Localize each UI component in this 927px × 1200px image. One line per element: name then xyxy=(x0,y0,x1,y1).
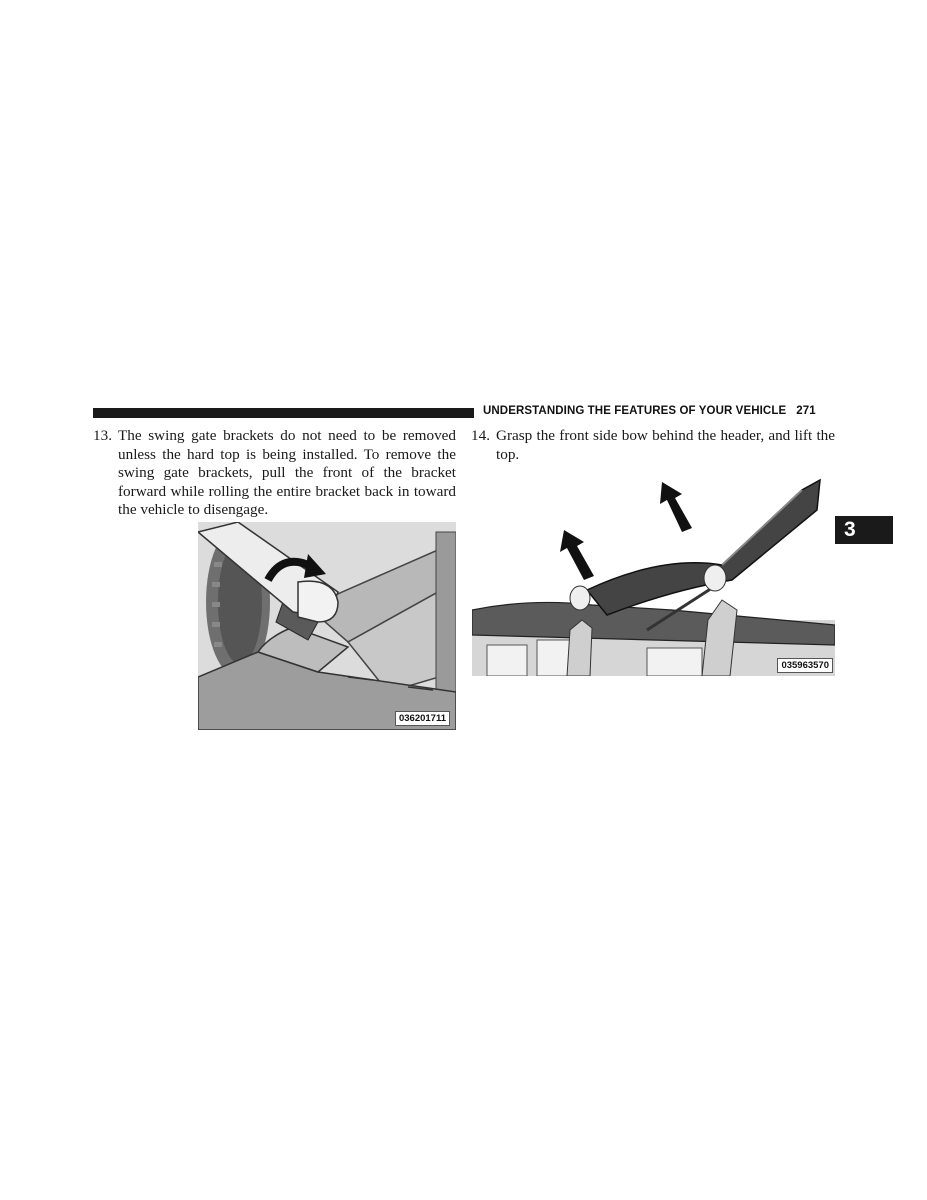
header-rule xyxy=(93,408,474,418)
bracket-illustration xyxy=(198,522,456,730)
step-number: 13. xyxy=(93,427,112,444)
lift-top-illustration xyxy=(472,470,835,676)
running-header xyxy=(483,405,843,417)
page-number: 271 xyxy=(796,405,816,417)
step-13 xyxy=(93,427,456,520)
step-text: Grasp the front side bow behind the header, and lift the top. xyxy=(496,427,835,463)
figure-lift-top xyxy=(472,470,835,676)
chapter-tab: 3 xyxy=(830,516,893,544)
step-number: 14. xyxy=(471,427,490,444)
step-text: The swing gate brackets do not need to be removed unless the hard top is being installed. To remove the swing gate brackets, pull the front of the bracket forward while rolling the entire bracket back in toward the vehicle to disengage. xyxy=(118,427,456,518)
section-title: UNDERSTANDING THE FEATURES OF YOUR VEHICLE xyxy=(483,405,787,417)
step-14 xyxy=(471,427,835,464)
figure-id: 036201711 xyxy=(395,711,450,726)
figure-id: 035963570 xyxy=(777,658,833,673)
figure-swing-gate-bracket xyxy=(198,522,456,730)
